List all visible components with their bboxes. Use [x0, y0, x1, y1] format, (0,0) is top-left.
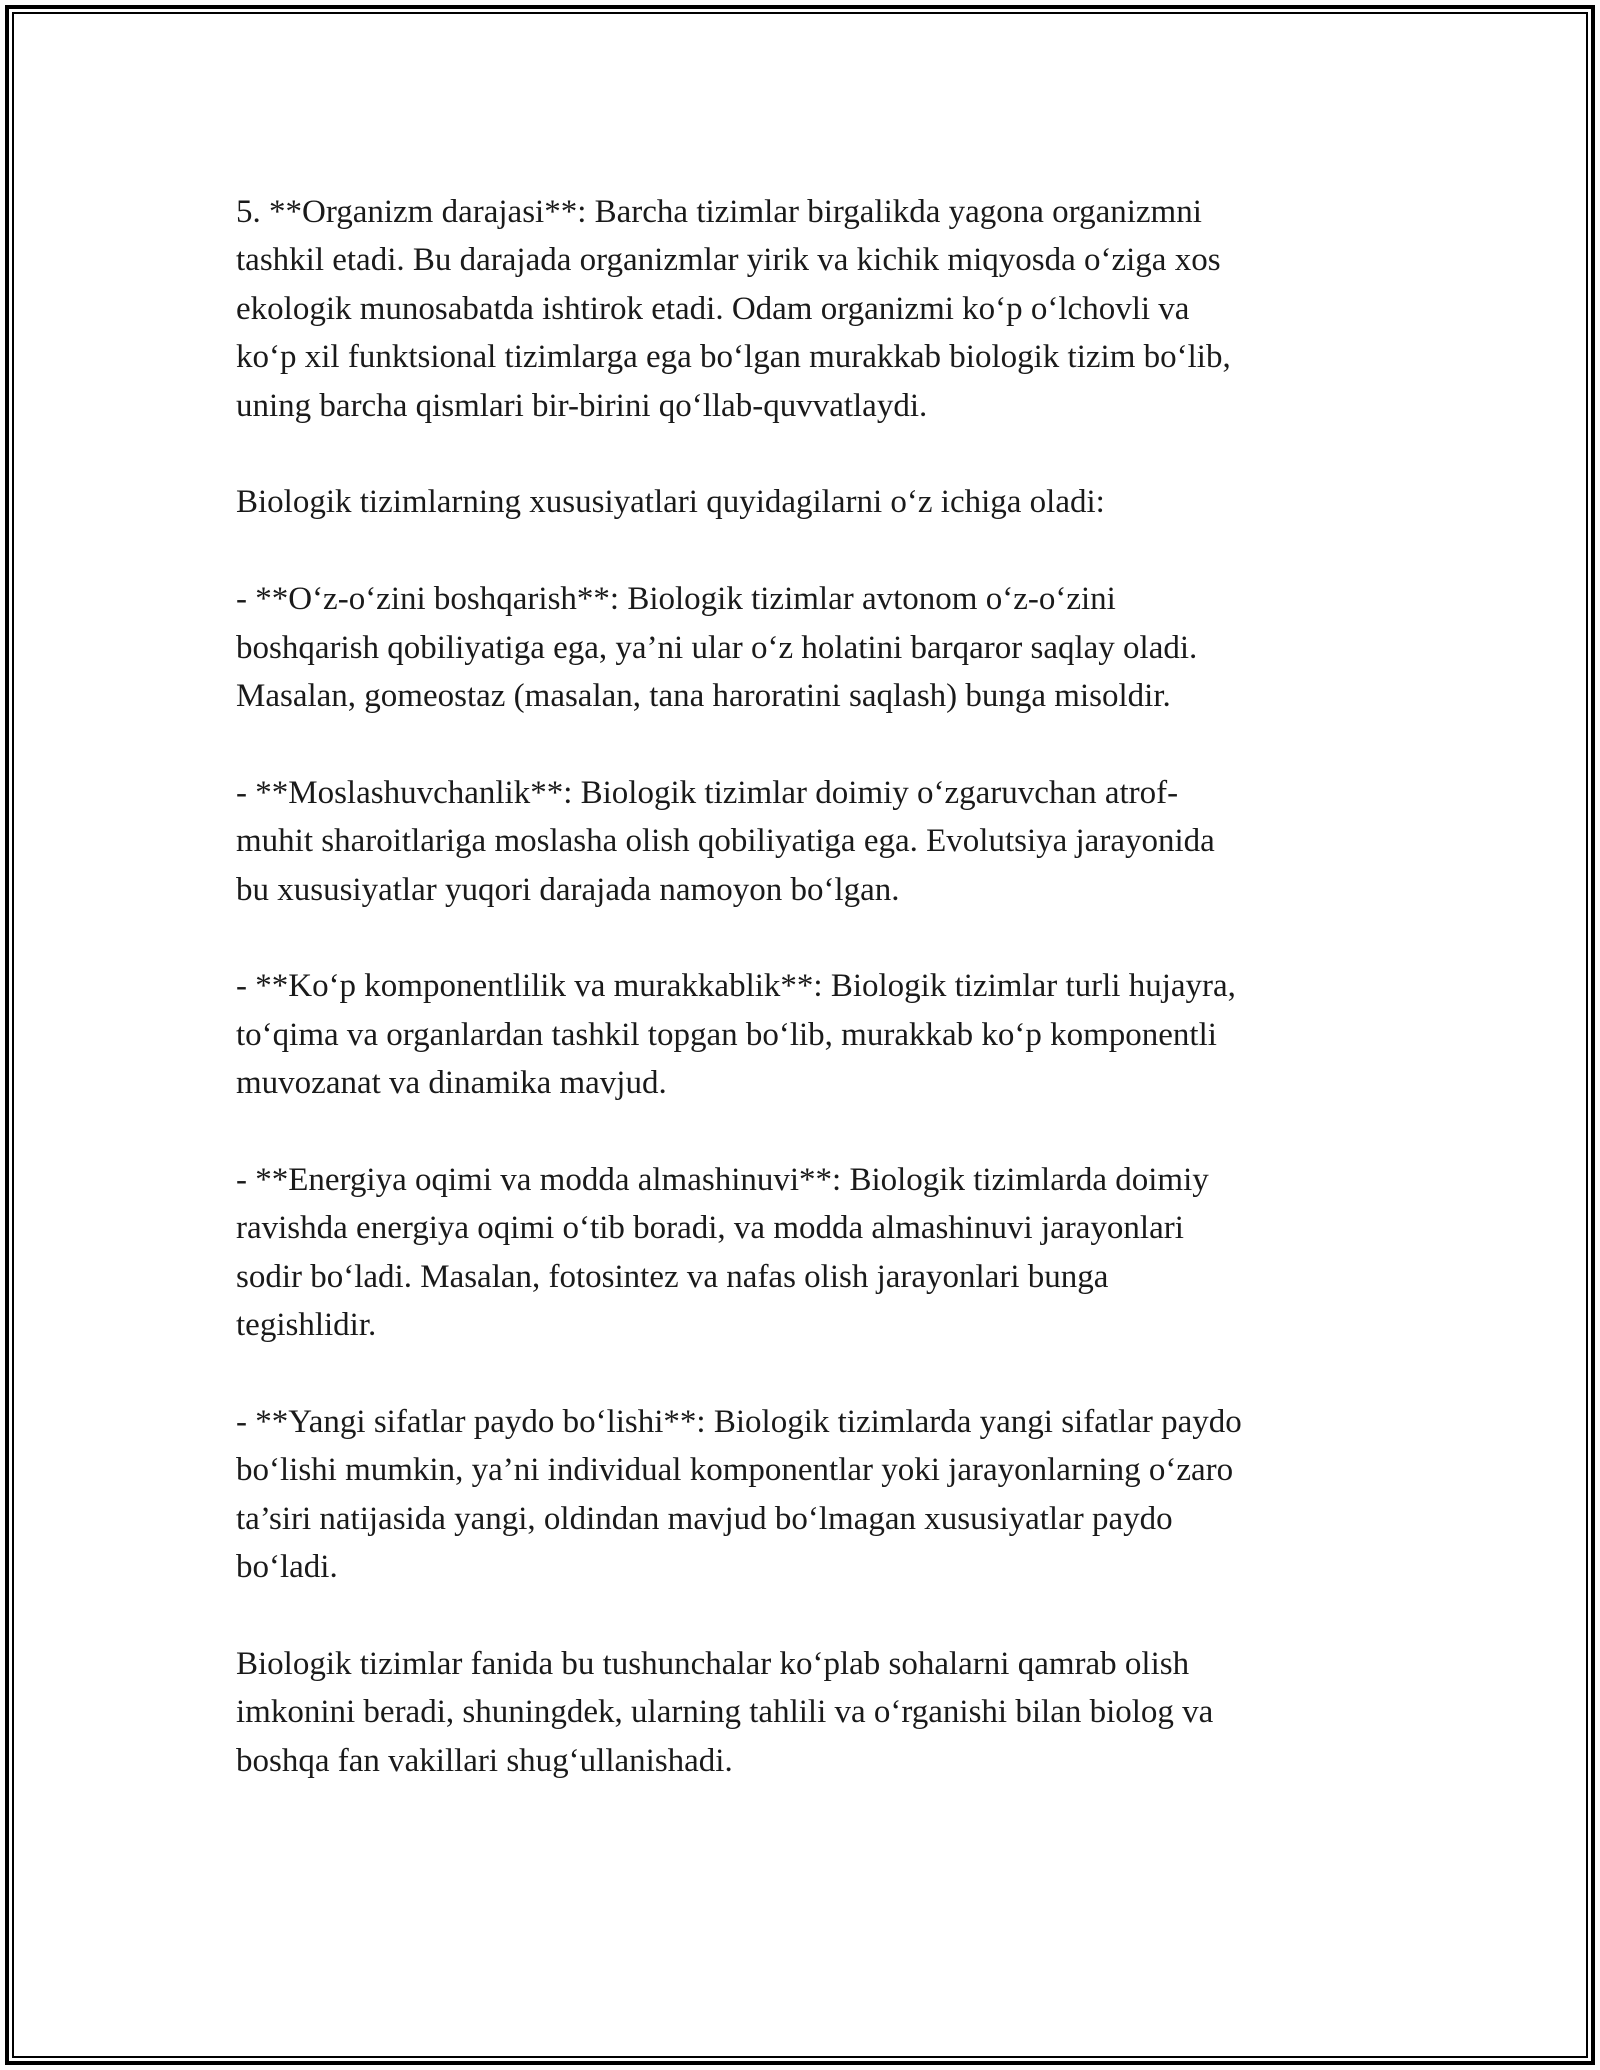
- paragraph-organism-level: 5. **Organizm darajasi**: Barcha tizimlar birgalikda yagona organizmni tashkil etadi. Bu darajada organizmlar yirik va kichik miqyosda oʻziga xos ekologik munosabatda ishtirok etadi. Odam organizmi koʻp oʻlchovli va koʻp xil funktsional tizimlarga ega boʻlgan murakkab biologik tizim boʻlib, uning barcha qismlari bir-birini qoʻllab-quvvatlaydi.: [236, 194, 1231, 424]
- paragraph-properties-intro: Biologik tizimlarning xususiyatlari quyidagilarni oʻz ichiga oladi:: [236, 484, 1105, 521]
- document-body: [236, 188, 1364, 1785]
- list-item-energy-flow: - **Energiya oqimi va modda almashinuvi**: Biologik tizimlarda doimiy ravishda energiya oqimi oʻtib boradi, va modda almashinuvi jarayonlari sodir boʻladi. Masalan, fotosintez va nafas olish jarayonlari bunga tegishlidir.: [236, 1162, 1209, 1344]
- list-item-self-regulation: - **Oʻz-oʻzini boshqarish**: Biologik tizimlar avtonom oʻz-oʻzini boshqarish qobiliyatiga ega, ya’ni ular oʻz holatini barqaror saqlay oladi. Masalan, gomeostaz (masalan, tana haroratini saqlash) bunga misoldir.: [236, 581, 1198, 715]
- list-item-adaptability: - **Moslashuvchanlik**: Biologik tizimlar doimiy oʻzgaruvchan atrof- muhit sharoitlariga moslasha olish qobiliyatiga ega. Evolutsiya jarayonida bu xususiyatlar yuqori darajada namoyon boʻlgan.: [236, 774, 1215, 908]
- paragraph-conclusion: Biologik tizimlar fanida bu tushunchalar koʻplab sohalarni qamrab olish imkonini beradi, shuningdek, ularning tahlili va oʻrganishi bilan biolog va boshqa fan vakillari shugʻullanishadi.: [236, 1646, 1214, 1779]
- list-item-complexity: - **Koʻp komponentlilik va murakkablik**: Biologik tizimlar turli hujayra, toʻqima va organlardan tashkil topgan boʻlib, murakkab koʻp komponentli muvozanat va dinamika mavjud.: [236, 968, 1236, 1102]
- list-item-emergence: - **Yangi sifatlar paydo boʻlishi**: Biologik tizimlarda yangi sifatlar paydo boʻlishi mumkin, ya’ni individual komponentlar yoki jarayonlarning oʻzaro ta’siri natijasida yangi, oldindan mavjud boʻlmagan xususiyatlar paydo boʻladi.: [236, 1404, 1242, 1586]
